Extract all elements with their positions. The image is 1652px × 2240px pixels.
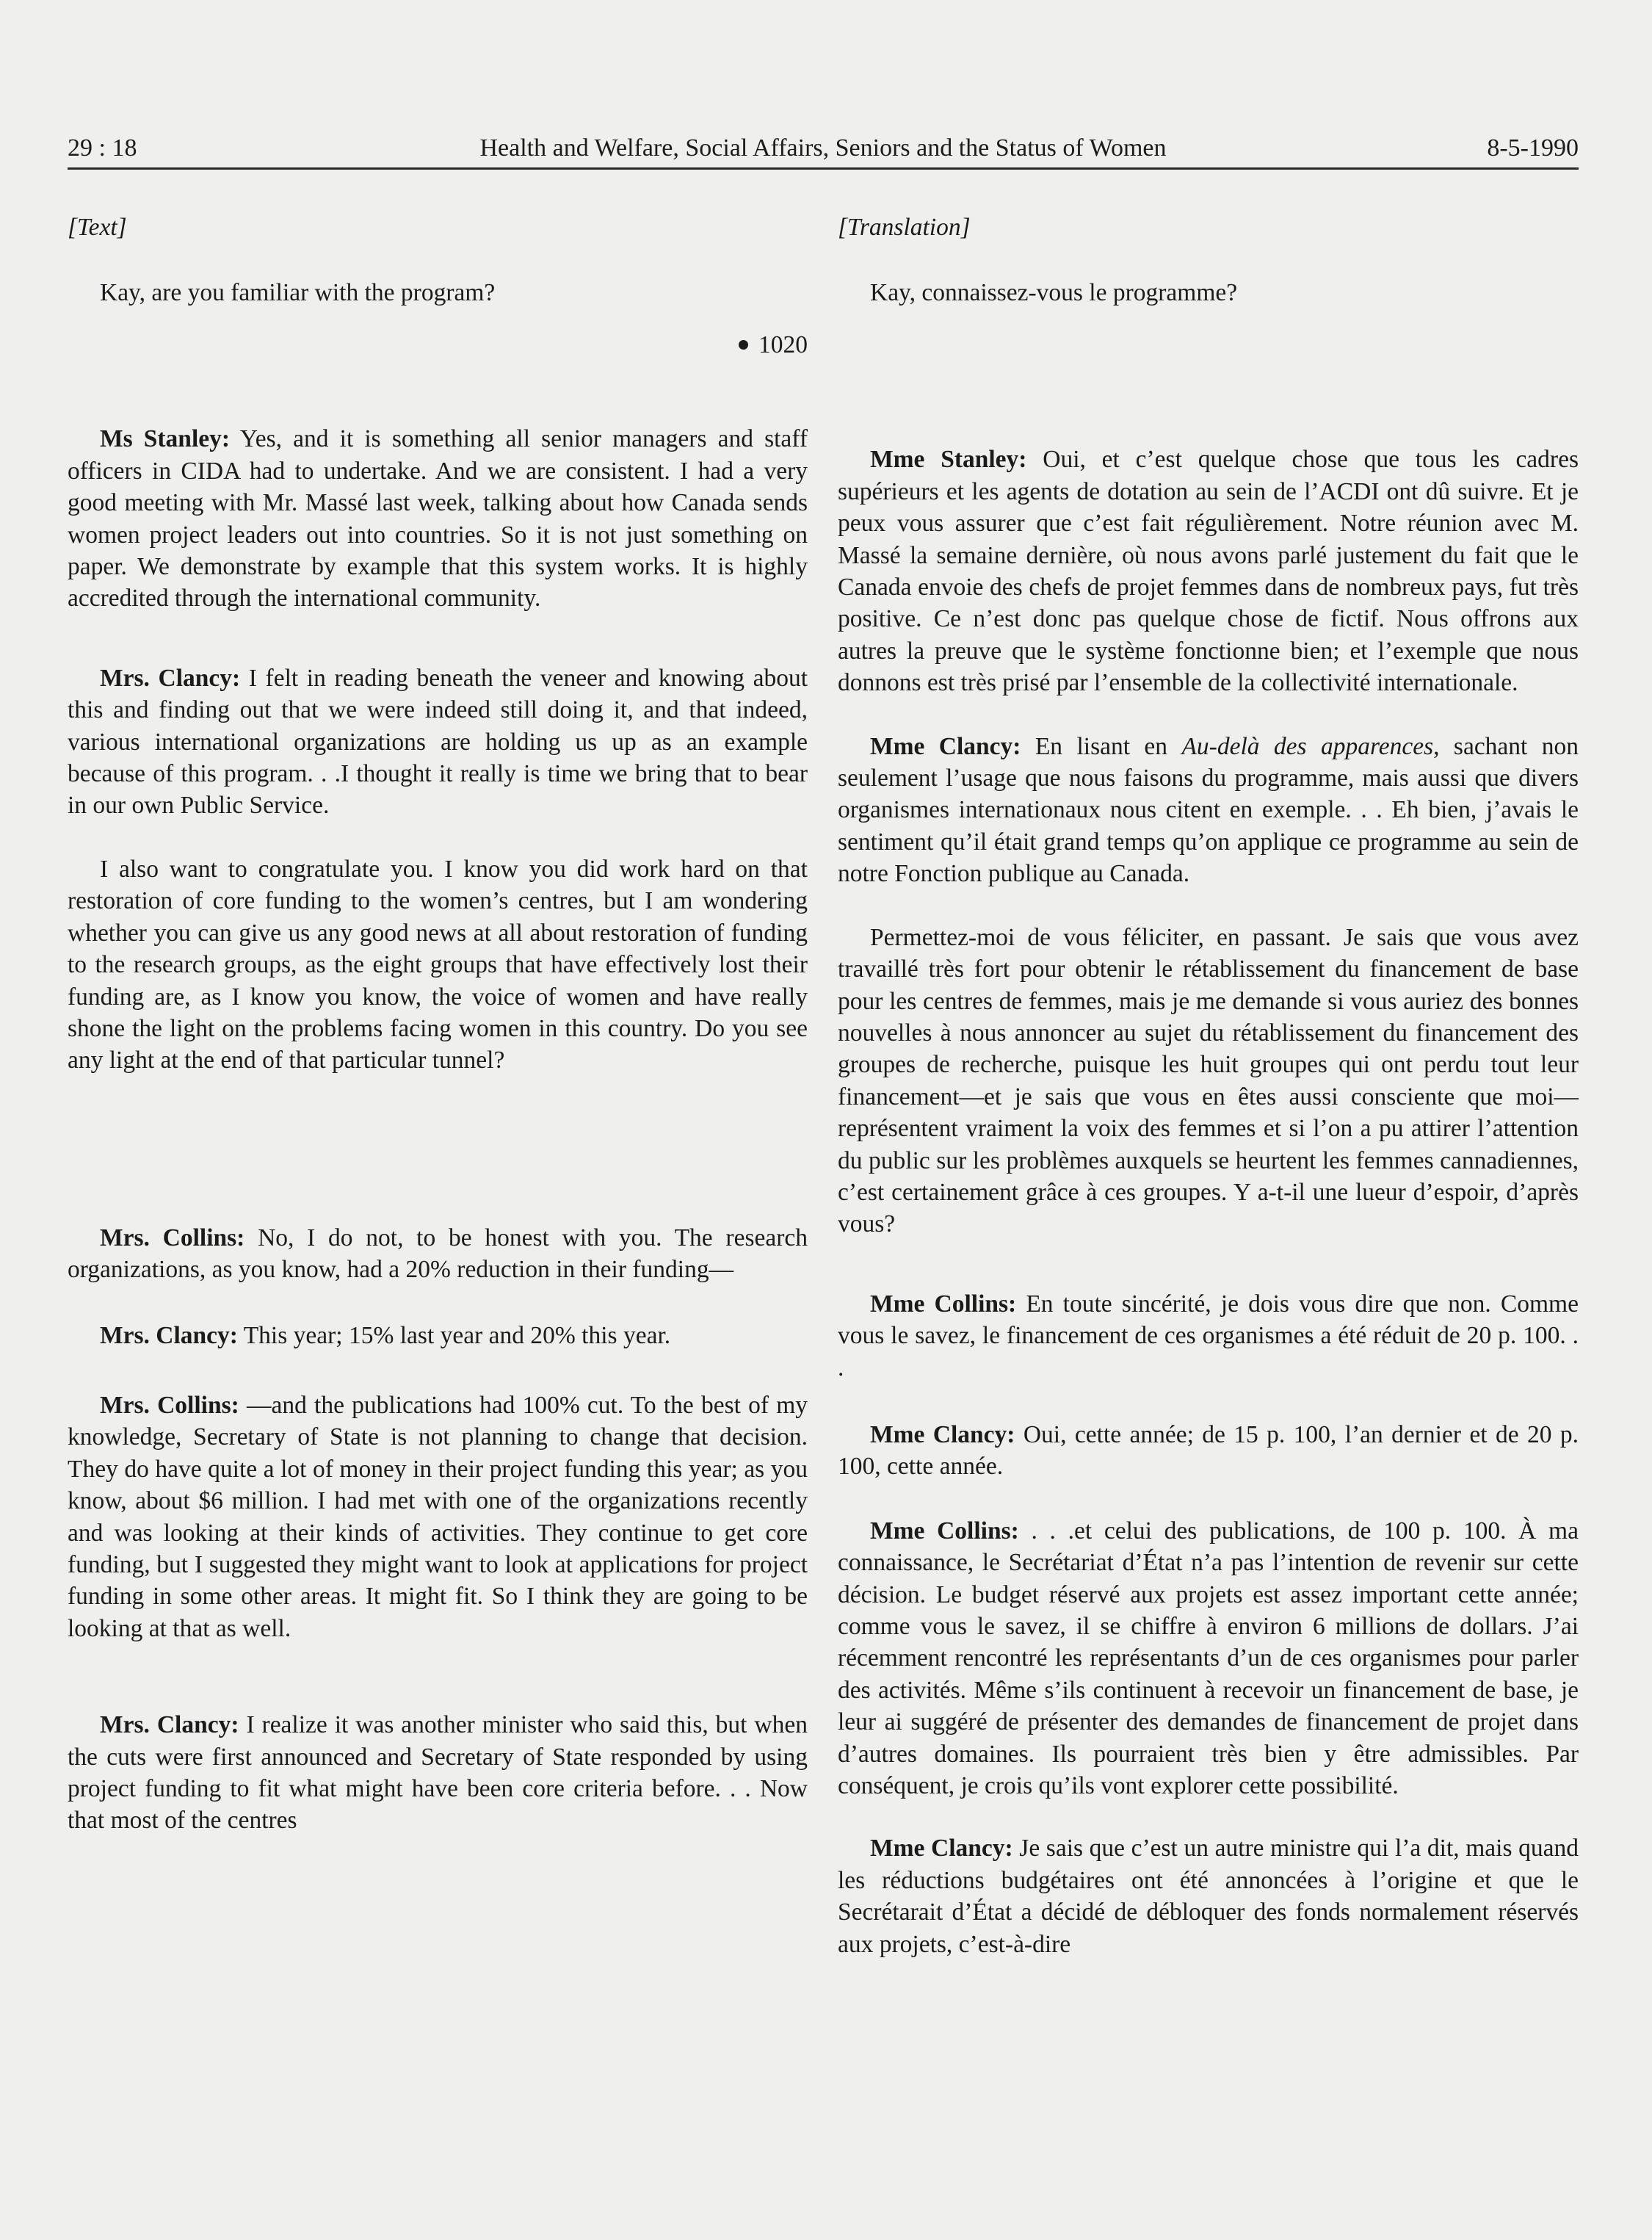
paragraph: Mrs. Clancy: This year; 15% last year and 20% this year. [100, 1321, 671, 1349]
paragraph: I also want to congratulate you. I know you did work hard on that restoration of core funding to the women’s centres, but I am wondering whether you can give us any good news at all about restoration of funding to the research groups, as the eight groups that have effectively lost their funding are, as I know you know, the voice of women and have really shone the light on the problems facing women in this country. Do you see any light at the end of that particular tunnel? [68, 855, 808, 1074]
paragraph: Mme Clancy: Oui, cette année; de 15 p. 100, l’an dernier et de 20 p. 100, cette année. [838, 1420, 1579, 1481]
paragraph: Mrs. Clancy: I felt in reading beneath the veneer and knowing about this and finding out that we were indeed still doing it, and that indeed, various international organizations are holding us up as an example because of this program. . .I thought it really is time we bring that to bear in our own Public Service. [68, 664, 808, 820]
paragraph: Mme Collins: . . .et celui des publications, de 100 p. 100. À ma connaissance, le Secrétariat d’État n’a pas l’intention de revenir sur cette décision. Le budget réservé aux projets est assez important cette année; comme vous le savez, il se chiffre à environ 6 millions de dollars. J’ai récemment rencontré les représentants d’un de ces organismes pour parler des activités. Même s’ils continuent à recevoir un financement de base, je leur ai suggéré de présenter des demandes de financement de projet dans d’autres domaines. Ils pourraient très bien y être admissibles. Par conséquent, je crois qu’ils vont explorer cette possibilité. [838, 1517, 1579, 1800]
speaker-name: Mme Clancy: [870, 732, 1021, 760]
page-number: 29 : 18 [68, 134, 137, 162]
page-header [68, 129, 1579, 167]
english-column [68, 212, 808, 1837]
paragraph: Mme Collins: En toute sincérité, je dois vous dire que non. Comme vous le savez, le financement de ces organismes a été réduit de 20 p. 100. . . [838, 1290, 1579, 1381]
speaker-name: Mrs. Clancy: [100, 1711, 239, 1739]
speaker-name: Mrs. Clancy: [100, 664, 241, 692]
paragraph: Mrs. Clancy: I realize it was another minister who said this, but when the cuts were first announced and Secretary of State responded by using project funding to fit what might have been core criteria before. . . Now that most of the centres [68, 1711, 808, 1835]
paragraph: Kay, connaissez-vous le programme? [870, 279, 1238, 306]
french-column [838, 212, 1579, 1960]
paragraph: Permettez-moi de vous féliciter, en passant. Je sais que vous avez travaillé très fort pour obtenir le rétablissement du financement de base pour les centres de femmes, mais je me demande si vous auriez des bonnes nouvelles à nous annoncer au sujet du rétablissement du financement des groupes de recherche, puisque les huit groupes qui ont perdu tout leur financement—et je sais que vous en êtes aussi consciente que moi—représentent vraiment la voix des femmes et si l’on a pu attirer l’attention du public sur les problèmes auxquels se heurtent les femmes cannadiennes, c’est certainement grâce à ces groupes. Y a-t-il une lueur d’espoir, d’après vous? [838, 923, 1579, 1238]
speaker-name: Mme Clancy: [870, 1835, 1013, 1863]
paragraph: Mme Clancy: En lisant en Au-delà des apparences, sachant non seulement l’usage que nous faisons du programme, mais aussi que divers organismes internationaux nous citent en exemple. . . Eh bien, j’avais le sentiment qu’il était grand temps qu’on applique ce programme au sein de notre Fonction publique au Canada. [838, 732, 1579, 888]
header-rule [68, 167, 1579, 170]
translation-tag: [Translation] [838, 214, 971, 241]
speaker-name: Mrs. Collins: [100, 1391, 239, 1419]
paragraph: Ms Stanley: Yes, and it is something all senior managers and staff officers in CIDA had to undertake. And we are consistent. I had a very good meeting with Mr. Massé last week, talking about how Canada sends women project leaders out into countries. So it is not just something on paper. We demonstrate by example that this system works. It is highly accredited through the international community. [68, 425, 808, 613]
speaker-name: Mme Stanley: [870, 446, 1027, 474]
speaker-name: Mme Clancy: [870, 1420, 1015, 1448]
speaker-name: Mme Collins: [870, 1290, 1017, 1318]
report-title: Au-delà des apparences [1181, 732, 1434, 760]
speaker-name: Mrs. Clancy: [100, 1321, 238, 1349]
paragraph: Mme Clancy: Je sais que c’est un autre ministre qui l’a dit, mais quand les réductions budgétaires ont été annoncées à l’origine et que le Secrétarait d’État a décidé de débloquer des fonds normalement réservés aux projets, c’est-à-dire [838, 1835, 1579, 1958]
time-marker: 1020 [68, 329, 808, 361]
paragraph: Mrs. Collins: No, I do not, to be honest with you. The research organizations, as you know, had a 20% reduction in their funding— [68, 1224, 808, 1284]
paragraph: Mrs. Collins: —and the publications had 100% cut. To the best of my knowledge, Secretary of State is not planning to change that decision. They do have quite a lot of money in their project funding this year; as you know, about $6 million. I had met with one of the organizations recently and was looking at their kinds of activities. They continue to get core funding, but I suggested they might want to look at applications for project funding in some other areas. It might fit. So I think they are going to be looking at that as well. [68, 1391, 808, 1642]
speaker-name: Mrs. Collins: [100, 1224, 245, 1251]
speaker-name: Mme Collins: [870, 1517, 1019, 1544]
text-tag: [Text] [68, 214, 127, 241]
paragraph: Kay, are you familiar with the program? [100, 279, 496, 306]
bullet-icon [739, 340, 748, 350]
speaker-name: Ms Stanley: [100, 425, 231, 453]
paragraph: Mme Stanley: Oui, et c’est quelque chose que tous les cadres supérieurs et les agents de dotation au sein de l’ACDI ont dû suivre. Et je peux vous assurer que c’est fait régulièrement. Notre réunion avec M. Massé la semaine dernière, où nous avons parlé justement du fait que le Canada envoie des chefs de projet femmes dans de nombreux pays, fut très positive. Ce n’est donc pas quelque chose de fictif. Nous offrons aux autres la preuve que le système fonctionne bien; et l’exemple que nous donnons est très prisé par l’ensemble de la collectivité internationale. [838, 446, 1579, 697]
page-date: 8-5-1990 [1487, 134, 1579, 162]
running-title: Health and Welfare, Social Affairs, Seniors and the Status of Women [479, 134, 1167, 162]
